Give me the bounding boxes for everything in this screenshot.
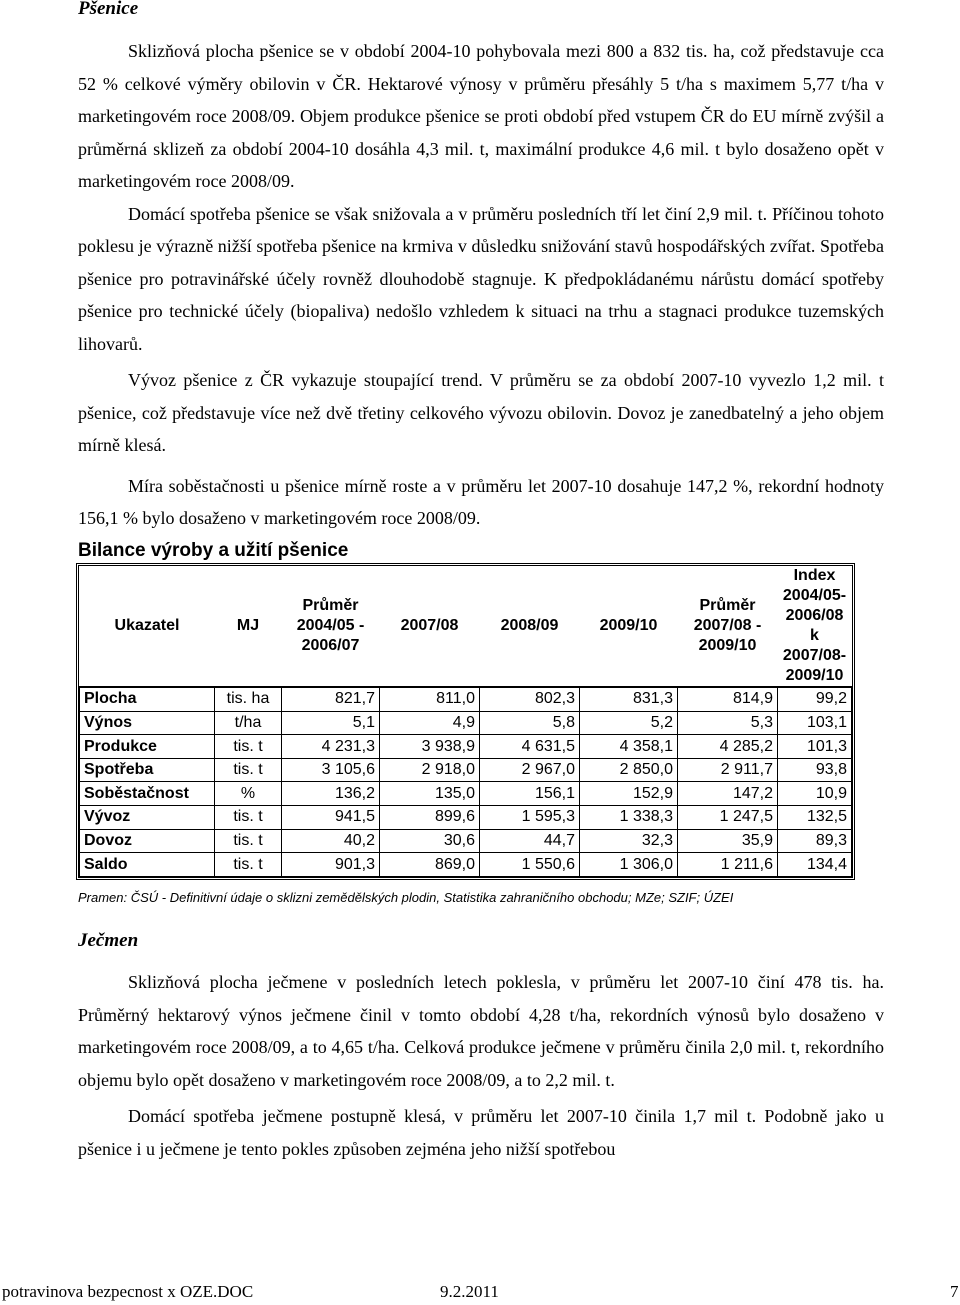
row-label: Výnos <box>80 711 215 735</box>
paragraph-1: Sklizňová plocha pšenice se v období 2004-10 pohybovala mezi 800 a 832 tis. ha, což představuje cca 52 % celkové výměry obilovin v ČR. Hektarové výnosy v průměru přesáhly 5 t/ha s maximem 5,77 t/ha v marketingovém roce 2008/09. Objem produkce pšenice se proti období před vstupem ČR do EU mírně zvýšil a průměrná sklizeň za období 2004-10 dosáhla 4,3 mil. t, maximální produkce 4,6 mil. t bylo dosaženo opět v marketingovém roce 2008/09. <box>78 41 884 191</box>
paragraph-5: Sklizňová plocha ječmene v posledních letech poklesla, v průměru let 2007-10 činí 478 tis. ha. Průměrný hektarový výnos ječmene činil v tomto období 4,28 t/ha, rekordních výnosů bylo dosaženo v marketingovém roce 2008/09, a to 4,65 t/ha. Celková produkce ječmene v průměru činila 2,0 mil. t, rekordního objemu bylo opět dosaženo v marketingovém roce 2008/09, a to 2,2 mil. t. <box>78 972 884 1090</box>
table-source-note: Pramen: ČSÚ - Definitivní údaje o sklizni zemědělských plodin, Statistika zahraničního obchodu; MZe; SZIF; ÚZEI <box>78 890 734 905</box>
table-cell: 1 306,0 <box>580 853 678 877</box>
row-label: Soběstačnost <box>80 782 215 806</box>
table-cell: 101,3 <box>778 735 852 759</box>
row-unit: t/ha <box>215 711 282 735</box>
paragraph-6: Domácí spotřeba ječmene postupně klesá, v průměru let 2007-10 činila 1,7 mil t. Podobně jako u pšenice i u ječmene je tento pokles způsoben zejména jeho nižší spotřebou <box>78 1106 884 1159</box>
table-cell: 4 231,3 <box>282 735 380 759</box>
table-row <box>80 853 852 877</box>
row-unit: tis. t <box>215 829 282 853</box>
table-cell: 103,1 <box>778 711 852 735</box>
table-cell: 1 550,6 <box>480 853 580 877</box>
paragraph-3: Vývoz pšenice z ČR vykazuje stoupající trend. V průměru se za období 2007-10 vyvezlo 1,2 mil. t pšenice, což představuje více než dvě třetiny celkového vývozu obilovin. Dovoz je zanedbatelný a jeho objem mírně klesá. <box>78 370 884 455</box>
table-cell: 4 358,1 <box>580 735 678 759</box>
section-body-psenice <box>78 35 884 535</box>
table-header-row <box>80 566 852 687</box>
header-index: Index 2004/05-2006/08 k 2007/08-2009/10 <box>778 566 852 687</box>
table-cell: 35,9 <box>678 829 778 853</box>
table-cell: 93,8 <box>778 758 852 782</box>
footer-date: 9.2.2011 <box>440 1282 499 1301</box>
table-row <box>80 829 852 853</box>
table-cell: 2 850,0 <box>580 758 678 782</box>
row-label: Dovoz <box>80 829 215 853</box>
header-ukazatel: Ukazatel <box>80 566 215 687</box>
paragraph-2: Domácí spotřeba pšenice se však snižovala a v průměru posledních tří let činí 2,9 mil. t. Příčinou tohoto poklesu je výrazně nižší spotřeba pšenice na krmiva v důsledku snižování stavů hospodářských zvířat. Spotřeba pšenice pro potravinářské účely rovněž dlouhodobě stagnuje. K předpokládanému nárůstu domácí spotřeby pšenice pro technické účely (biopaliva) nedošlo vzhledem k situaci na trhu a stagnaci produkce tuzemských lihovarů. <box>78 203 884 354</box>
table-cell: 5,8 <box>480 711 580 735</box>
table-row <box>80 735 852 759</box>
table-row <box>80 687 852 711</box>
table-cell: 40,2 <box>282 829 380 853</box>
table-cell: 811,0 <box>380 687 480 711</box>
paragraph-4: Míra soběstačnosti u pšenice mírně roste a v průměru let 2007-10 dosahuje 147,2 %, rekordní hodnoty 156,1 % bylo dosaženo v marketingovém roce 2008/09. <box>78 475 884 528</box>
header-2008-09: 2008/09 <box>480 566 580 687</box>
row-label: Spotřeba <box>80 758 215 782</box>
table-cell: 44,7 <box>480 829 580 853</box>
row-label: Produkce <box>80 735 215 759</box>
table-cell: 1 247,5 <box>678 806 778 830</box>
header-avg-2004-2007: Průměr 2004/05 - 2006/07 <box>282 566 380 687</box>
table-cell: 1 211,6 <box>678 853 778 877</box>
table-cell: 5,2 <box>580 711 678 735</box>
table-row <box>80 806 852 830</box>
table-cell: 136,2 <box>282 782 380 806</box>
table-cell: 899,6 <box>380 806 480 830</box>
table-cell: 1 595,3 <box>480 806 580 830</box>
row-unit: % <box>215 782 282 806</box>
footer-page-number: 7 <box>950 1282 959 1301</box>
table-cell: 147,2 <box>678 782 778 806</box>
table-cell: 869,0 <box>380 853 480 877</box>
header-avg-2007-2010: Průměr 2007/08 - 2009/10 <box>678 566 778 687</box>
row-label: Saldo <box>80 853 215 877</box>
section-body-jecmen <box>78 966 884 1165</box>
table-cell: 3 938,9 <box>380 735 480 759</box>
section-heading-jecmen: Ječmen <box>78 930 139 951</box>
table-cell: 941,5 <box>282 806 380 830</box>
row-unit: tis. t <box>215 735 282 759</box>
table-cell: 1 338,3 <box>580 806 678 830</box>
table-cell: 2 911,7 <box>678 758 778 782</box>
table-cell: 135,0 <box>380 782 480 806</box>
table-cell: 3 105,6 <box>282 758 380 782</box>
table-title: Bilance výroby a užití pšenice <box>78 540 349 561</box>
table-cell: 2 967,0 <box>480 758 580 782</box>
table-row <box>80 782 852 806</box>
row-unit: tis. t <box>215 758 282 782</box>
footer-filename: potravinova bezpecnost x OZE.DOC <box>2 1282 254 1301</box>
table-row <box>80 758 852 782</box>
table-cell: 831,3 <box>580 687 678 711</box>
header-2007-08: 2007/08 <box>380 566 480 687</box>
table-row <box>80 711 852 735</box>
table-cell: 30,6 <box>380 829 480 853</box>
header-mj: MJ <box>215 566 282 687</box>
table-cell: 814,9 <box>678 687 778 711</box>
table-cell: 32,3 <box>580 829 678 853</box>
row-label: Vývoz <box>80 806 215 830</box>
table-cell: 4,9 <box>380 711 480 735</box>
header-2009-10: 2009/10 <box>580 566 678 687</box>
row-unit: tis. ha <box>215 687 282 711</box>
table-cell: 132,5 <box>778 806 852 830</box>
table-cell: 2 918,0 <box>380 758 480 782</box>
table-cell: 802,3 <box>480 687 580 711</box>
row-unit: tis. t <box>215 806 282 830</box>
paragraph-gap <box>78 462 884 470</box>
table-cell: 4 631,5 <box>480 735 580 759</box>
table-cell: 134,4 <box>778 853 852 877</box>
table-cell: 10,9 <box>778 782 852 806</box>
table-cell: 821,7 <box>282 687 380 711</box>
balance-table-frame <box>76 563 855 880</box>
section-heading-psenice: Pšenice <box>78 0 139 19</box>
balance-table <box>79 566 852 877</box>
table-cell: 99,2 <box>778 687 852 711</box>
table-cell: 89,3 <box>778 829 852 853</box>
table-cell: 901,3 <box>282 853 380 877</box>
table-cell: 5,1 <box>282 711 380 735</box>
table-cell: 152,9 <box>580 782 678 806</box>
table-cell: 5,3 <box>678 711 778 735</box>
table-cell: 4 285,2 <box>678 735 778 759</box>
table-cell: 156,1 <box>480 782 580 806</box>
row-unit: tis. t <box>215 853 282 877</box>
row-label: Plocha <box>80 687 215 711</box>
